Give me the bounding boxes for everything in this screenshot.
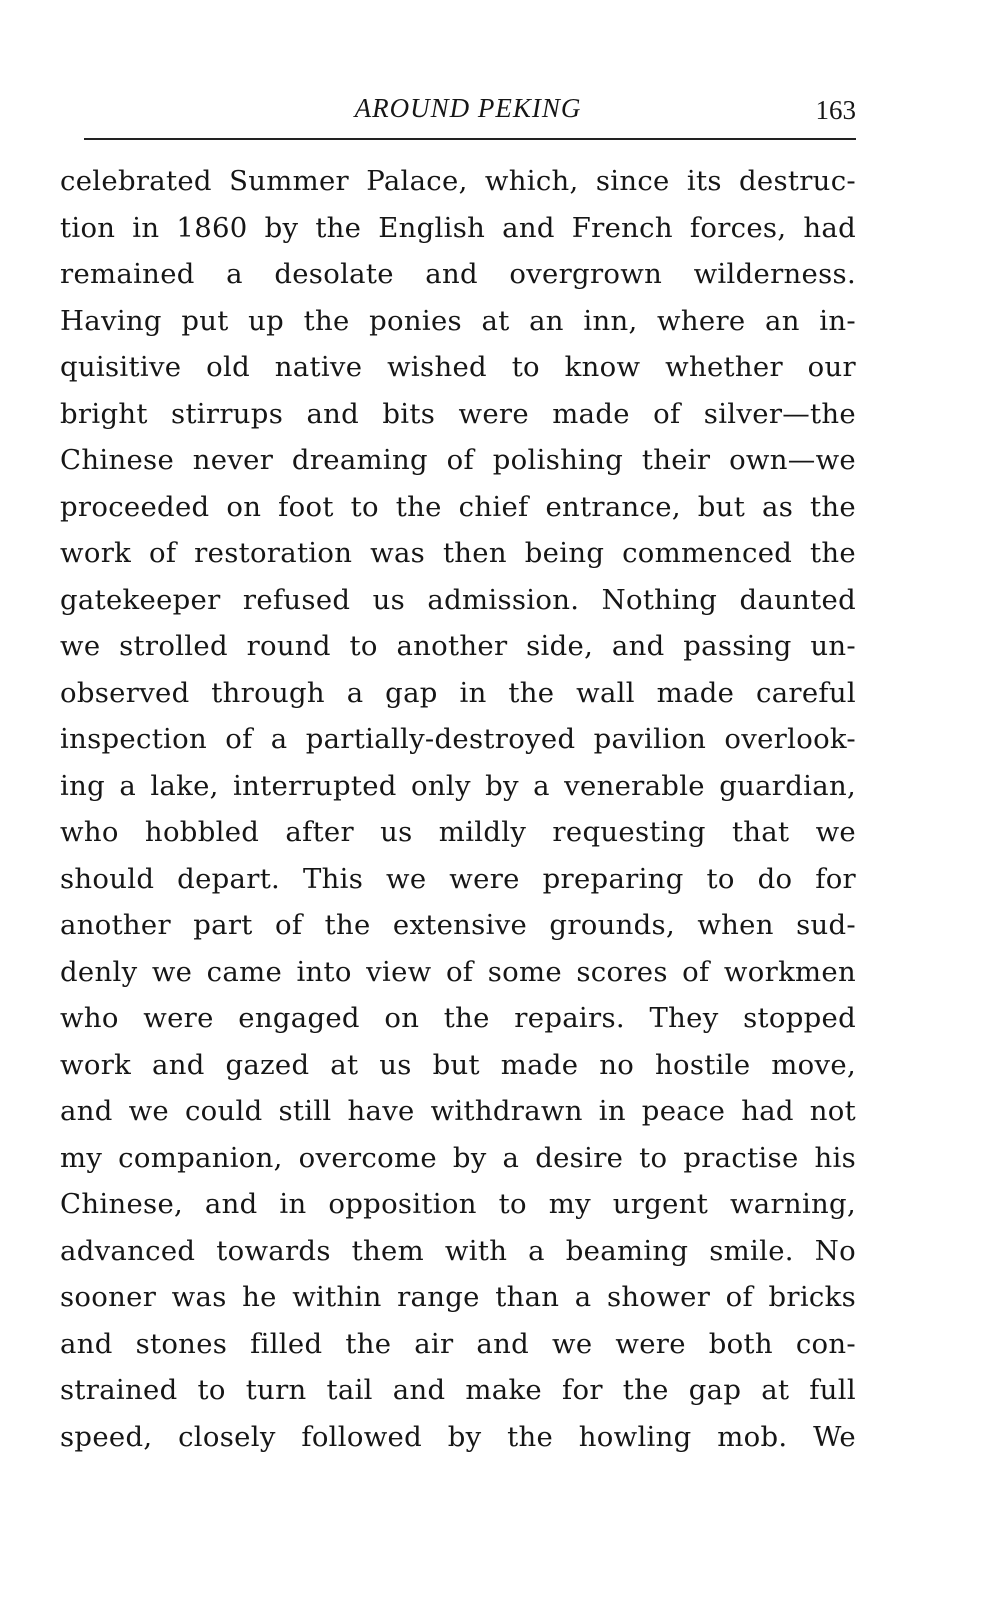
text-line: another part of the extensive grounds, when sud-: [60, 909, 856, 941]
text-line: proceeded on foot to the chief entrance, but as the: [60, 490, 856, 523]
text-line: and we could still have withdrawn in peace had not: [60, 1095, 856, 1127]
text-line: Chinese, and in opposition to my urgent warning,: [60, 1188, 856, 1220]
text-line: remained a desolate and overgrown wilderness.: [60, 258, 856, 290]
text-line: tion in 1860 by the English and French forces, had: [60, 211, 856, 244]
text-line: and stones filled the air and we were both con-: [60, 1327, 856, 1360]
text-line: denly we came into view of some scores of workmen: [60, 955, 856, 988]
header-rule: [84, 138, 856, 140]
running-head: [80, 88, 856, 132]
text-line: we strolled round to another side, and passing un-: [60, 630, 856, 662]
text-line: who hobbled after us mildly requesting that we: [60, 816, 856, 848]
text-line: celebrated Summer Palace, which, since its destruc-: [60, 165, 856, 197]
running-title: AROUND PEKING: [354, 93, 582, 123]
text-line: work of restoration was then being commenced the: [60, 537, 856, 569]
text-line: observed through a gap in the wall made careful: [60, 676, 856, 709]
text-line: strained to turn tail and make for the gap at full: [60, 1374, 856, 1406]
text-line: Chinese never dreaming of polishing their own—we: [60, 444, 856, 476]
text-line: should depart. This we were preparing to do for: [60, 862, 856, 895]
text-line: bright stirrups and bits were made of silver—the: [60, 397, 856, 430]
text-line: advanced towards them with a beaming smile. No: [60, 1234, 856, 1267]
text-line: gatekeeper refused us admission. Nothing daunted: [60, 583, 856, 616]
text-line: speed, closely followed by the howling mob. We: [60, 1420, 856, 1453]
text-line: ing a lake, interrupted only by a venerable guardian,: [60, 769, 856, 802]
body-text: [60, 158, 856, 1460]
text-line: sooner was he within range than a shower of bricks: [60, 1281, 856, 1313]
text-line: work and gazed at us but made no hostile move,: [60, 1048, 856, 1081]
text-line: my companion, overcome by a desire to practise his: [60, 1141, 856, 1174]
text-line: quisitive old native wished to know whether our: [60, 351, 856, 383]
text-line: inspection of a partially-destroyed pavilion overlook-: [60, 723, 856, 755]
text-line: who were engaged on the repairs. They stopped: [60, 1002, 856, 1034]
page-number: 163: [815, 95, 856, 125]
text-line: Having put up the ponies at an inn, where an in-: [60, 304, 856, 337]
